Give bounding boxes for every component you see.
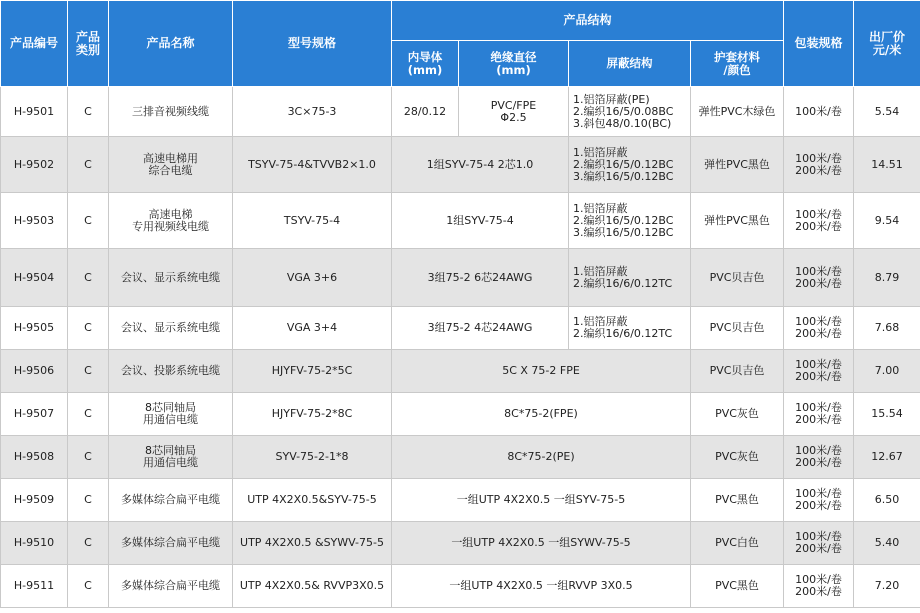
cell-structure: 一组UTP 4X2X0.5 一组SYWV-75-5 (392, 522, 691, 565)
cell-name: 会议、显示系统电缆 (109, 307, 233, 350)
header-model: 型号规格 (233, 1, 392, 87)
cell-jacket: PVC贝吉色 (691, 350, 784, 393)
cell-category: C (68, 249, 109, 307)
header-code: 产品编号 (1, 1, 68, 87)
cell-price: 14.51 (854, 137, 920, 193)
cell-name: 高速电梯 专用视频线电缆 (109, 193, 233, 249)
cell-model: VGA 3+4 (233, 307, 392, 350)
cell-price: 5.54 (854, 87, 920, 137)
cell-packing: 100米/卷 200米/卷 (784, 350, 854, 393)
table-row (1, 522, 920, 565)
cell-packing: 100米/卷 200米/卷 (784, 393, 854, 436)
cell-name: 三排音视频线缆 (109, 87, 233, 137)
cell-model: UTP 4X2X0.5& RVVP3X0.5 (233, 565, 392, 608)
table-row (1, 436, 920, 479)
cell-category: C (68, 193, 109, 249)
cell-jacket: PVC白色 (691, 522, 784, 565)
cell-category: C (68, 565, 109, 608)
cell-insulation: PVC/FPE Φ2.5 (459, 87, 569, 137)
cell-name: 8芯同轴局 用通信电缆 (109, 436, 233, 479)
cell-price: 6.50 (854, 479, 920, 522)
cell-jacket: 弹性PVC木绿色 (691, 87, 784, 137)
table-row (1, 249, 920, 307)
header-structure: 产品结构 (392, 1, 784, 41)
cell-jacket: PVC灰色 (691, 393, 784, 436)
cell-code: H-9504 (1, 249, 68, 307)
cell-model: UTP 4X2X0.5&SYV-75-5 (233, 479, 392, 522)
cell-price: 7.68 (854, 307, 920, 350)
cell-price: 5.40 (854, 522, 920, 565)
cell-shield: 1.铝箔屏蔽 2.编织16/6/0.12TC (569, 249, 691, 307)
header-price-label: 出厂价 元/米 (869, 29, 906, 57)
cell-shield: 1.铝箔屏蔽(PE) 2.编织16/5/0.08BC 3.斜包48/0.10(BC) (569, 87, 691, 137)
cell-jacket: PVC灰色 (691, 436, 784, 479)
cell-category: C (68, 87, 109, 137)
cell-category: C (68, 522, 109, 565)
table-row (1, 565, 920, 608)
cell-jacket: PVC黑色 (691, 479, 784, 522)
cell-packing: 100米/卷 200米/卷 (784, 479, 854, 522)
cell-model: HJYFV-75-2*8C (233, 393, 392, 436)
cell-price: 7.00 (854, 350, 920, 393)
cell-jacket: 弹性PVC黑色 (691, 137, 784, 193)
cell-name: 8芯同轴局 用通信电缆 (109, 393, 233, 436)
cell-name: 多媒体综合扁平电缆 (109, 479, 233, 522)
cell-structure: 1组SYV-75-4 (392, 193, 569, 249)
cell-structure: 8C*75-2(FPE) (392, 393, 691, 436)
table-row (1, 193, 920, 249)
cell-jacket: 弹性PVC黑色 (691, 193, 784, 249)
table-row (1, 479, 920, 522)
header-category (68, 1, 109, 87)
cell-model: HJYFV-75-2*5C (233, 350, 392, 393)
cell-code: H-9507 (1, 393, 68, 436)
cell-packing: 100米/卷 200米/卷 (784, 307, 854, 350)
cell-structure: 3组75-2 6芯24AWG (392, 249, 569, 307)
cell-model: UTP 4X2X0.5 &SYWV-75-5 (233, 522, 392, 565)
cell-category: C (68, 350, 109, 393)
cell-code: H-9505 (1, 307, 68, 350)
cell-code: H-9501 (1, 87, 68, 137)
header-packing: 包装规格 (784, 1, 854, 87)
cell-category: C (68, 137, 109, 193)
cell-jacket: PVC黑色 (691, 565, 784, 608)
cell-packing: 100米/卷 200米/卷 (784, 193, 854, 249)
cell-name: 高速电梯用 综合电缆 (109, 137, 233, 193)
cell-structure: 8C*75-2(PE) (392, 436, 691, 479)
cell-jacket: PVC贝吉色 (691, 307, 784, 350)
cell-name: 会议、显示系统电缆 (109, 249, 233, 307)
header-category-label: 产品 类别 (75, 29, 100, 57)
cell-code: H-9511 (1, 565, 68, 608)
header-shield: 屏蔽结构 (569, 41, 691, 87)
header-price (854, 1, 920, 87)
cell-model: TSYV-75-4 (233, 193, 392, 249)
cell-structure: 1组SYV-75-4 2芯1.0 (392, 137, 569, 193)
cell-price: 7.20 (854, 565, 920, 608)
cell-price: 12.67 (854, 436, 920, 479)
cell-code: H-9502 (1, 137, 68, 193)
cell-structure: 一组UTP 4X2X0.5 一组SYV-75-5 (392, 479, 691, 522)
cell-price: 8.79 (854, 249, 920, 307)
cell-shield: 1.铝箔屏蔽 2.编织16/5/0.12BC 3.编织16/5/0.12BC (569, 137, 691, 193)
cell-packing: 100米/卷 200米/卷 (784, 137, 854, 193)
cell-packing: 100米/卷 200米/卷 (784, 249, 854, 307)
table-row (1, 393, 920, 436)
cell-category: C (68, 307, 109, 350)
cell-shield: 1.铝箔屏蔽 2.编织16/5/0.12BC 3.编织16/5/0.12BC (569, 193, 691, 249)
cell-code: H-9508 (1, 436, 68, 479)
cell-code: H-9506 (1, 350, 68, 393)
cell-name: 多媒体综合扁平电缆 (109, 522, 233, 565)
cell-code: H-9503 (1, 193, 68, 249)
cell-name: 多媒体综合扁平电缆 (109, 565, 233, 608)
cell-model: 3C×75-3 (233, 87, 392, 137)
cell-jacket: PVC贝吉色 (691, 249, 784, 307)
cell-price: 15.54 (854, 393, 920, 436)
header-conductor-label: 内导体 (mm) (407, 49, 443, 77)
header-jacket-label: 护套材料 /颜色 (714, 49, 760, 77)
cell-model: TSYV-75-4&TVVB2×1.0 (233, 137, 392, 193)
cell-conductor: 28/0.12 (392, 87, 459, 137)
header-insulation (459, 41, 569, 87)
cell-model: SYV-75-2-1*8 (233, 436, 392, 479)
cell-category: C (68, 479, 109, 522)
cell-packing: 100米/卷 200米/卷 (784, 436, 854, 479)
header-insulation-label: 绝缘直径 (mm) (490, 49, 537, 77)
cell-code: H-9510 (1, 522, 68, 565)
table-row (1, 350, 920, 393)
cell-shield: 1.铝箔屏蔽 2.编织16/6/0.12TC (569, 307, 691, 350)
cell-code: H-9509 (1, 479, 68, 522)
cell-packing: 100米/卷 (784, 87, 854, 137)
cell-name: 会议、投影系统电缆 (109, 350, 233, 393)
table-row (1, 87, 920, 137)
header-conductor (392, 41, 459, 87)
cell-packing: 100米/卷 200米/卷 (784, 565, 854, 608)
table-row (1, 137, 920, 193)
header-jacket (691, 41, 784, 87)
cell-structure: 3组75-2 4芯24AWG (392, 307, 569, 350)
cell-structure: 一组UTP 4X2X0.5 一组RVVP 3X0.5 (392, 565, 691, 608)
cell-packing: 100米/卷 200米/卷 (784, 522, 854, 565)
cell-model: VGA 3+6 (233, 249, 392, 307)
cell-category: C (68, 436, 109, 479)
cell-structure: 5C X 75-2 FPE (392, 350, 691, 393)
header-name: 产品名称 (109, 1, 233, 87)
table-row (1, 307, 920, 350)
cell-price: 9.54 (854, 193, 920, 249)
cell-category: C (68, 393, 109, 436)
